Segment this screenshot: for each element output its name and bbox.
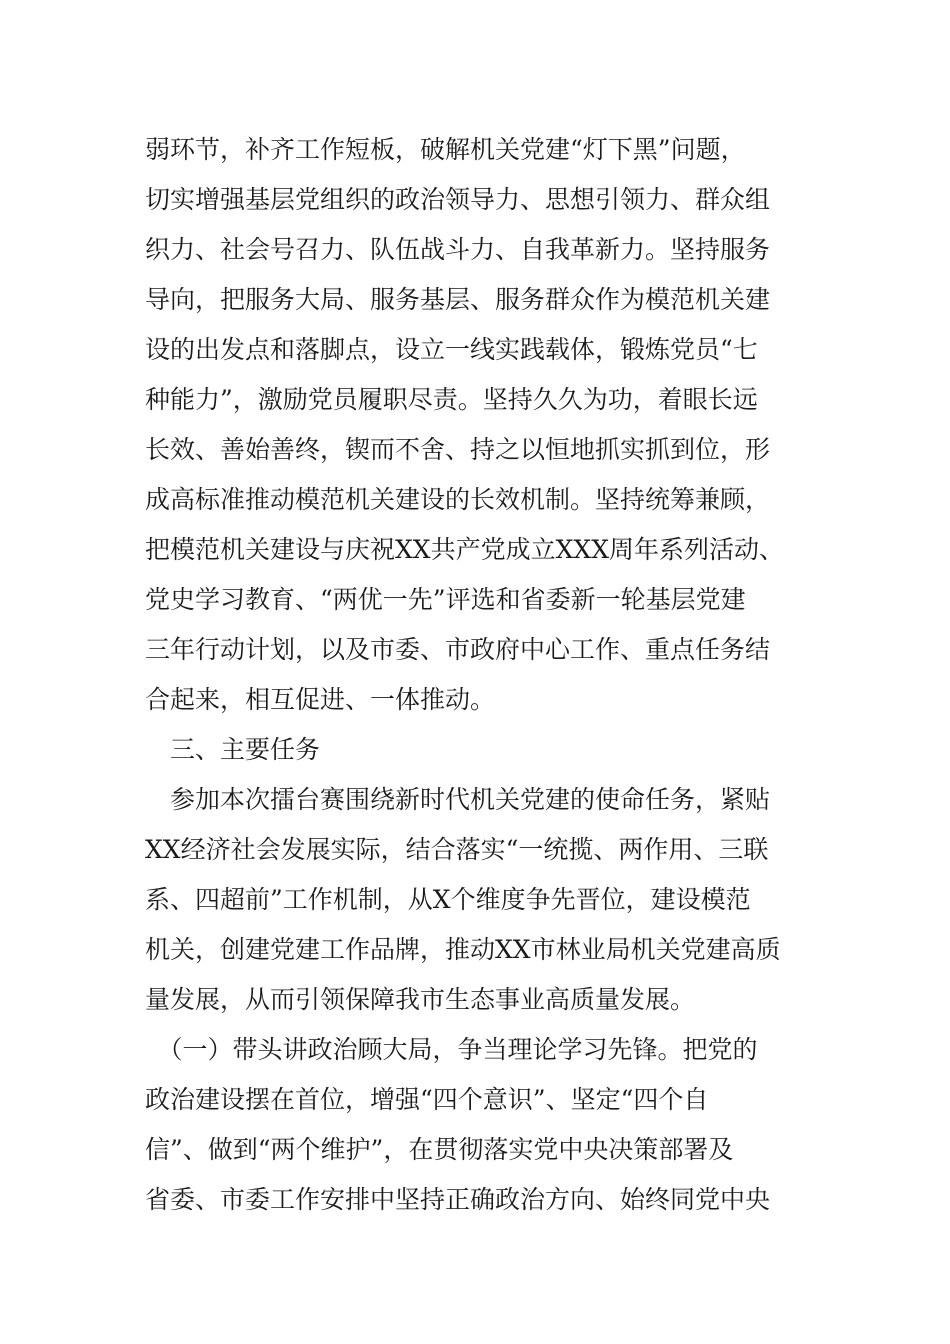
text-line: 系、四超前”工作机制，从X个维度争先晋位，建设模范 xyxy=(145,885,751,914)
text-line: 党史学习教育、“两优一先”评选和省委新一轮基层党建 xyxy=(145,585,746,614)
text-line: 合起来，相互促进、一体推动。 xyxy=(145,685,496,714)
text-line: 量发展，从而引领保障我市生态事业高质量发展。 xyxy=(145,985,696,1014)
text-line: 信”、做到“两个维护”，在贯彻落实党中央决策部署及 xyxy=(145,1135,734,1164)
text-line: 设的出发点和落脚点，设立一线实践载体，锻炼党员“七 xyxy=(145,335,758,364)
text-line: 成高标准推动模范机关建设的长效机制。坚持统筹兼顾， xyxy=(145,485,771,514)
text-line: 政治建设摆在首位，增强“四个意识”、坚定“四个自 xyxy=(145,1085,709,1114)
text-line: 参加本次擂台赛围绕新时代机关党建的使命任务，紧贴 xyxy=(145,785,771,814)
text-line: 切实增强基层党组织的政治领导力、思想引领力、群众组 xyxy=(145,185,771,214)
text-line: 机关，创建党建工作品牌，推动XX市林业局机关党建高质 xyxy=(145,935,781,964)
text-line: XX经济社会发展实际，结合落实“一统揽、两作用、三联 xyxy=(145,835,769,864)
text-line: 把模范机关建设与庆祝XX共产党成立XXX周年系列活动、 xyxy=(145,535,784,564)
text-line: 弱环节，补齐工作短板，破解机关党建“灯下黑”问题， xyxy=(145,135,746,164)
section-heading: 三、主要任务 xyxy=(145,735,321,764)
text-line: 导向，把服务大局、服务基层、服务群众作为模范机关建 xyxy=(145,285,771,314)
text-line: 长效、善始善终，锲而不舍、持之以恒地抓实抓到位，形 xyxy=(145,435,771,464)
text-line: 种能力”，激励党员履职尽责。坚持久久为功，着眼长远 xyxy=(145,385,758,414)
subsection-heading-line: （一）带头讲政治顾大局，争当理论学习先锋。把党的 xyxy=(145,1035,758,1064)
text-line: 三年行动计划，以及市委、市政府中心工作、重点任务结 xyxy=(145,635,771,664)
text-line: 织力、社会号召力、队伍战斗力、自我革新力。坚持服务 xyxy=(145,235,771,264)
text-line: 省委、市委工作安排中坚持正确政治方向、始终同党中央 xyxy=(145,1185,771,1214)
